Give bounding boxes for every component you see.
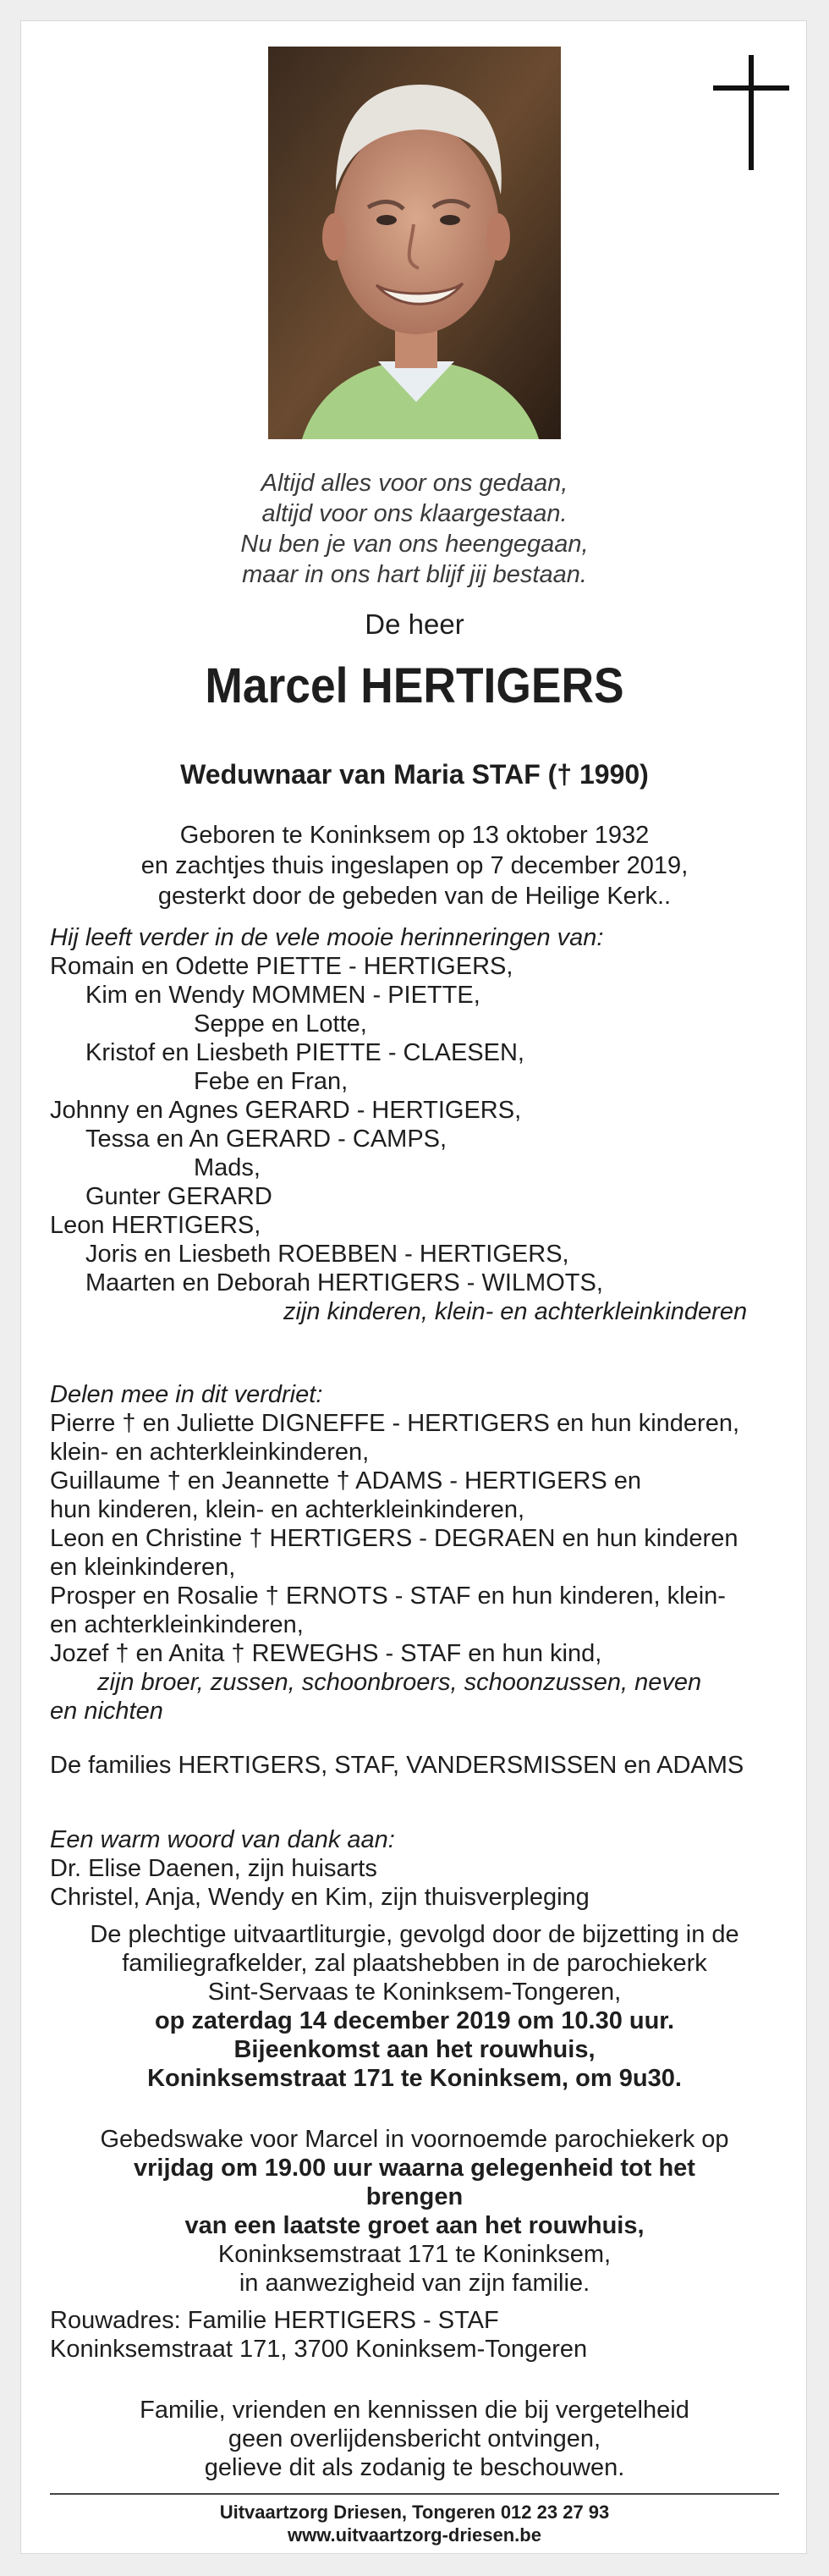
address-line: Koninksemstraat 171, 3700 Koninksem-Tongeren <box>50 2336 588 2363</box>
ceremony-gathering: Bijeenkomst aan het rouwhuis, <box>233 2036 596 2063</box>
wake-line: Gebedswake voor Marcel in voornoemde parochiekerk op <box>100 2126 729 2153</box>
ceremony-date: op zaterdag 14 december 2019 om 10.30 uur. <box>154 2007 675 2034</box>
wake-line: vrijdag om 19.00 uur waarna gelegenheid tot het <box>134 2155 695 2182</box>
ceremony-section <box>21 1920 808 2093</box>
thanks-section <box>50 1825 794 1912</box>
born-line: en zachtjes thuis ingeslapen op 7 december 2019, <box>140 852 689 879</box>
notice-line: gelieve dit als zodanig te beschouwen. <box>204 2454 625 2481</box>
sharing-line: hun kinderen, klein- en achterkleinkinderen, <box>50 1496 525 1523</box>
sharing-line: en achterkleinkinderen, <box>50 1611 304 1638</box>
poem <box>21 468 808 590</box>
born-line: Geboren te Koninksem op 13 oktober 1932 <box>179 822 650 849</box>
relatives-heading: Hij leeft verder in de vele mooie herinneringen van: <box>50 924 604 951</box>
relative-line: Romain en Odette PIETTE - HERTIGERS, <box>50 953 513 980</box>
portrait-photo <box>268 47 561 439</box>
honorific: De heer <box>365 608 464 640</box>
sharing-closing: en nichten <box>50 1698 163 1725</box>
sharing-section <box>50 1380 794 1726</box>
notice-line: geen overlijdensbericht ontvingen, <box>228 2425 601 2452</box>
sharing-heading: Delen mee in dit verdriet: <box>50 1381 323 1408</box>
relative-line: Mads, <box>194 1154 261 1181</box>
sharing-line: Jozef † en Anita † REWEGHS - STAF en hun kind, <box>50 1640 602 1667</box>
sharing-line: Guillaume † en Jeannette † ADAMS - HERTIGERS en <box>50 1467 642 1494</box>
relatives-section <box>50 923 794 1326</box>
relative-line: Maarten en Deborah HERTIGERS - WILMOTS, <box>85 1269 603 1296</box>
footer <box>21 2501 808 2546</box>
poem-line: altijd voor ons klaargestaan. <box>261 500 568 527</box>
relatives-closing: zijn kinderen, klein- en achterkleinkinderen <box>283 1298 748 1325</box>
sharing-line: Pierre † en Juliette DIGNEFFE - HERTIGERS en hun kinderen, <box>50 1410 740 1437</box>
relative-line: Kristof en Liesbeth PIETTE - CLAESEN, <box>85 1039 524 1066</box>
ceremony-line: Sint-Servaas te Koninksem-Tongeren, <box>207 1979 622 2006</box>
cross-icon <box>713 55 789 170</box>
poem-line: Nu ben je van ons heengegaan, <box>240 531 589 558</box>
relative-line: Tessa en An GERARD - CAMPS, <box>85 1126 447 1153</box>
sharing-line: Leon en Christine † HERTIGERS - DEGRAEN en hun kinderen <box>50 1525 738 1552</box>
sharing-line: en kleinkinderen, <box>50 1554 236 1581</box>
footer-divider <box>50 2493 779 2495</box>
ceremony-line: De plechtige uitvaartliturgie, gevolgd door de bijzetting in de <box>90 1921 739 1948</box>
born-line: gesterkt door de gebeden van de Heilige Kerk.. <box>157 883 672 910</box>
relative-line: Gunter GERARD <box>85 1183 272 1210</box>
address-section <box>50 2306 794 2364</box>
funeral-home: Uitvaartzorg Driesen, Tongeren 012 23 27 93 <box>219 2502 610 2523</box>
thanks-line: Dr. Elise Daenen, zijn huisarts <box>50 1855 377 1882</box>
sharing-closing: zijn broer, zussen, schoonbroers, schoonzussen, neven <box>97 1669 702 1696</box>
birth-death-text <box>21 820 808 911</box>
wake-line: brengen <box>365 2183 464 2210</box>
wake-line: Koninksemstraat 171 te Koninksem, <box>217 2241 612 2268</box>
obituary-card <box>20 20 807 2554</box>
notice-section <box>21 2396 808 2482</box>
families-line: De families HERTIGERS, STAF, VANDERSMISSEN en ADAMS <box>50 1752 744 1779</box>
sharing-line: Prosper en Rosalie † ERNOTS - STAF en hun kinderen, klein- <box>50 1582 726 1610</box>
relative-line: Johnny en Agnes GERARD - HERTIGERS, <box>50 1097 522 1124</box>
relative-line: Kim en Wendy MOMMEN - PIETTE, <box>85 982 480 1009</box>
funeral-home-website[interactable]: www.uitvaartzorg-driesen.be <box>288 2524 541 2546</box>
relative-line: Joris en Liesbeth ROEBBEN - HERTIGERS, <box>85 1241 569 1268</box>
address-line: Rouwadres: Familie HERTIGERS - STAF <box>50 2307 499 2334</box>
ceremony-line: familiegrafkelder, zal plaatshebben in de parochiekerk <box>122 1950 707 1977</box>
thanks-heading: Een warm woord van dank aan: <box>50 1826 395 1853</box>
ceremony-gathering-address: Koninksemstraat 171 te Koninksem, om 9u30. <box>147 2065 682 2092</box>
relative-line: Leon HERTIGERS, <box>50 1212 261 1239</box>
deceased-name: Marcel HERTIGERS <box>205 658 624 713</box>
poem-line: Altijd alles voor ons gedaan, <box>261 470 568 497</box>
widower-line: Weduwnaar van Maria STAF († 1990) <box>180 759 649 790</box>
relative-line: Seppe en Lotte, <box>194 1010 367 1038</box>
notice-line: Familie, vrienden en kennissen die bij vergetelheid <box>140 2397 689 2424</box>
thanks-line: Christel, Anja, Wendy en Kim, zijn thuisverpleging <box>50 1884 590 1911</box>
wake-line: in aanwezigheid van zijn familie. <box>239 2270 590 2297</box>
sharing-line: klein- en achterkleinkinderen, <box>50 1439 370 1466</box>
wake-section <box>21 2125 808 2298</box>
poem-line: maar in ons hart blijf jij bestaan. <box>242 561 587 588</box>
relative-line: Febe en Fran, <box>194 1068 349 1095</box>
wake-line: van een laatste groet aan het rouwhuis, <box>184 2212 645 2239</box>
